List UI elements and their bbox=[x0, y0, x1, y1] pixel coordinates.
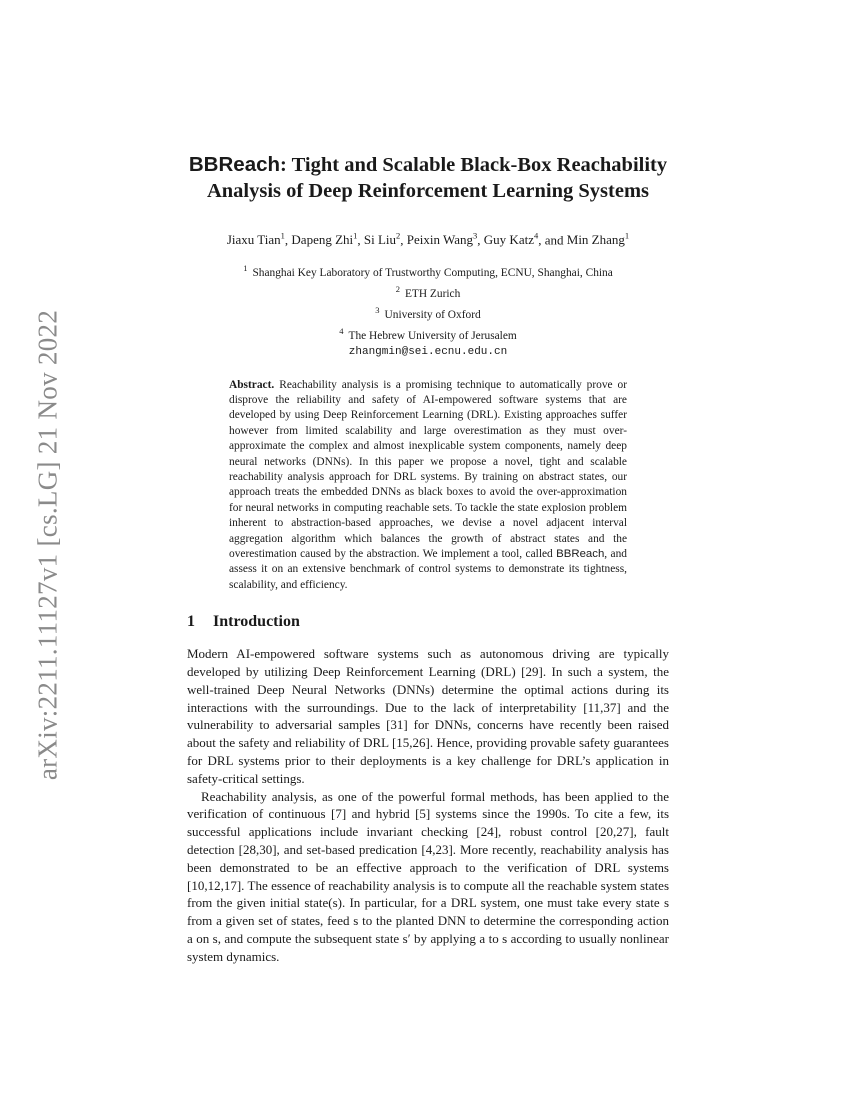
title-line-2: Analysis of Deep Reinforcement Learning Systems bbox=[206, 180, 650, 202]
affiliation: $^4$ The Hebrew University of Jerusalem bbox=[339, 325, 517, 342]
author-and: and bbox=[544, 232, 564, 248]
paragraph: Modern AI-empowered software systems such as autonomous driving are typically developed by utilizing Deep Reinforcement Learning (DRL) [29]. In such a system, the well-trained Deep Neural Networks (DNNs) determine the optimal actions during its interactions with the surroundings. Due to the lack of interpretability [11,37] and the vulnerability to adversarial samples [31] for DNNs, concerns have recently been raised about the safety and reliability of DRL [15,26]. Hence, providing provable safety guarantees for DRL systems prior to their deployments is a key challenge for DRL’s application in safety-critical settings. bbox=[187, 646, 669, 786]
affiliation: $^2$ ETH Zurich bbox=[395, 284, 461, 300]
author: Peixin Wang$^3$ bbox=[406, 231, 478, 248]
author: Guy Katz$^4$ bbox=[483, 231, 539, 248]
author: Si Liu$^2$ bbox=[363, 231, 401, 248]
paragraph: Reachability analysis, as one of the powerful formal methods, has been applied to the verification of continuous [7] and hybrid [5] systems since the 1990s. To cite a few, its successful applications include invariant checking [24], robust control [20,27], fault detection [28,30], and set-based predication [4,23]. More recently, reachability analysis has been demonstrated to be an effective approach to the verification of DRL systems [10,12,17]. The essence of reachability analysis is to compute all the reachable system states from the given initial state(s). In particular, for a DRL system, one must take every state s from a given set of states, feed s to the planted DNN to determine the corresponding action a on s, and compute the subsequent state s′ by applying a to s according to usually nonlinear system dynamics. bbox=[187, 788, 669, 964]
section-title: Introduction bbox=[213, 613, 300, 631]
author: Dapeng Zhi$^1$ bbox=[291, 231, 358, 248]
author-list: Jiaxu Tian$^1$, Dapeng Zhi$^1$, Si Liu$^2$, Peixin Wang$^3$, Guy Katz$^4$, and Min Zhang$^1$ bbox=[226, 231, 630, 248]
affiliation: $^1$ Shanghai Key Laboratory of Trustworthy Computing, ECNU, Shanghai, China bbox=[243, 263, 613, 280]
abstract bbox=[187, 378, 669, 594]
abstract-text-end: , and assess it on an extensive benchmark of control systems to demonstrate its tightness, scalability, and efficiency. bbox=[229, 547, 627, 591]
title-line-1: : Tight and Scalable Black-Box Reachability bbox=[280, 154, 668, 176]
affiliation: $^3$ University of Oxford bbox=[375, 304, 481, 321]
author: Jiaxu Tian$^1$ bbox=[226, 231, 285, 248]
body-text bbox=[187, 645, 669, 965]
abstract-label: Abstract. bbox=[229, 378, 275, 391]
title-system-name: BBReach bbox=[188, 153, 281, 176]
paper-page bbox=[187, 152, 669, 966]
section-heading bbox=[187, 613, 669, 631]
abstract-system-name: BBReach bbox=[556, 547, 605, 560]
affiliation-list bbox=[187, 260, 669, 359]
paper-title bbox=[187, 152, 669, 204]
section-number: 1 bbox=[187, 613, 195, 631]
abstract-text: Reachability analysis is a promising technique to automatically prove or disprove the reliability and safety of AI-empowered software systems that are developed by using Deep Reinforcement Learning (DRL). Existing approaches suffer however from limited scalability and large overestimation as they must over-approximate the complex and almost inexplicable system components, namely deep neural networks (DNNs). In this paper we propose a novel, tight and scalable reachability analysis approach for DRL systems. By training on abstract states, our approach treats the embedded DNNs as black boxes to avoid the over-approximation for neural networks in computing reachable sets. To tackle the state explosion problem inherent to abstraction-based approaches, we devise a novel adjacent interval aggregation algorithm which balances the growth of abstract states and the overestimation caused by the abstraction. We implement a tool, called bbox=[229, 378, 627, 560]
author: Min Zhang$^1$ bbox=[566, 231, 630, 248]
author-email: zhangmin@sei.ecnu.edu.cn bbox=[348, 345, 508, 358]
arxiv-identifier: arXiv:2211.11127v1 [cs.LG] 21 Nov 2022 bbox=[32, 309, 63, 781]
